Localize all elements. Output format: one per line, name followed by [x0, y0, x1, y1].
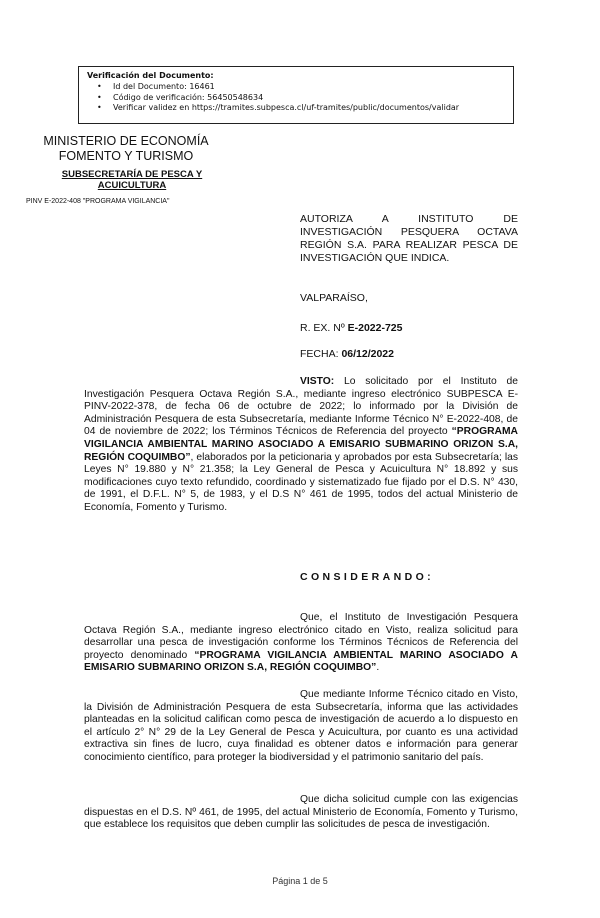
- bullet-icon: •: [97, 92, 102, 102]
- visto-project-name: “PROGRAMA VIGILANCIA AMBIENTAL MARINO ASOCIADO A EMISARIO SUBMARINO ORIZON S.A, REGIÓN COQUIMBO”: [84, 426, 518, 463]
- verification-item-url[interactable]: [87, 103, 459, 114]
- considerando-p1-text: Que, el Instituto de Investigación Pesquera Octava Región S.A., mediante ingreso electrónico citado en Visto, realiza solicitud para desarrollar una pesca de investigación conforme los Términos Técnicos de Referencia del proyecto denominado: [84, 612, 518, 661]
- verification-link[interactable]: Verificar validez en https://tramites.subpesca.cl/uf-tramites/public/documentos/validar: [113, 103, 460, 112]
- visto-text-1: Lo solicitado por el Instituto de Investigación Pesquera Octava Región S.A., mediante ingreso electrónico SUBPESCA E-PINV-2022-378, de fecha 06 de octubre de 2022; lo informado por la División de Administración Pesquera de esta Subsecretaría, mediante Informe Técnico N° E-2022-408, de 04 de noviembre de 2022; los Términos Técnicos de Referencia del proyecto: [84, 376, 518, 438]
- bullet-icon: •: [97, 103, 102, 112]
- verification-list: [87, 82, 459, 114]
- date-label: FECHA:: [300, 348, 339, 360]
- verification-title: Verificación del Documento:: [87, 71, 214, 80]
- resolution-date-line: [300, 348, 394, 360]
- verification-box: [78, 66, 514, 124]
- verification-item-text: Id del Documento: 16461: [113, 82, 215, 91]
- resolution-number-line: [300, 322, 402, 334]
- rex-label: R. EX. Nº: [300, 322, 345, 334]
- considerando-p1-end: .: [376, 662, 380, 674]
- visto-label: VISTO:: [300, 376, 335, 387]
- date-value: 06/12/2022: [341, 348, 394, 360]
- resolution-city: VALPARAÍSO,: [300, 292, 368, 304]
- visto-paragraph: [84, 376, 518, 515]
- considerando-paragraph-1: [84, 612, 518, 675]
- resolution-summary: AUTORIZA A INSTITUTO DE INVESTIGACIÓN PESQUERA OCTAVA REGIÓN S.A. PARA REALIZAR PESCA DE INVESTIGACIÓN QUE INDICA.: [300, 213, 518, 264]
- considerando-p3-text: Que dicha solicitud cumple con las exigencias dispuestas en el D.S. Nº 461, de 1995, del actual Ministerio de Economía, Fomento y Turismo, que establece los requisitos que deben cumplir las solicitudes de pesca de investigación.: [84, 794, 518, 831]
- page-number: Página 1 de 5: [272, 876, 328, 886]
- pinv-reference: PINV E-2022-408 "PROGRAMA VIGILANCIA": [26, 198, 170, 205]
- rex-number: E-2022-725: [347, 322, 403, 334]
- considerando-paragraph-2: [84, 689, 518, 765]
- verification-item-code: [87, 93, 459, 104]
- bullet-icon: •: [97, 82, 102, 91]
- considerando-paragraph-3: [84, 794, 518, 832]
- ministry-line-1: MINISTERIO DE ECONOMÍA: [43, 134, 209, 148]
- ministry-header: [36, 134, 216, 164]
- ministry-line-2: FOMENTO Y TURISMO: [58, 149, 194, 163]
- considerando-p2-text: Que mediante Informe Técnico citado en Visto, la División de Administración Pesquera de esta Subsecretaría, informa que las actividades planteadas en la solicitud califican como pesca de investigación de acuerdo a lo dispuesto en el artículo 2° N° 29 de la Ley General de Pesca y Acuicultura, por cuanto es una actividad extractiva sin fines de lucro, cuya finalidad es obtener datos e información para generar conocimiento científico, para proteger la biodiversidad y el patrimonio sanitario del país.: [84, 689, 518, 763]
- verification-item-id: [87, 82, 459, 93]
- subsecretaria-title: SUBSECRETARÍA DE PESCA Y ACUICULTURA: [61, 169, 203, 191]
- visto-text-2: , elaborados por la peticionaria y aprobados por esta Subsecretaría; las Leyes N° 19.880 y N° 21.358; la Ley General de Pesca y Acuicultura N° 18.892 y sus modificaciones cuyo texto refundido, coordinado y sistematizado fue fijado por el D.S. N° 430, de 1991, el D.F.L. N° 5, de 1983, y el D.S N° 461 de 1995, todos del actual Ministerio de Economía, Fomento y Turismo.: [84, 451, 519, 513]
- considerando-p1-project: “PROGRAMA VIGILANCIA AMBIENTAL MARINO ASOCIADO A EMISARIO SUBMARINO ORIZON S.A, REGIÓN COQUIMBO”: [84, 649, 518, 674]
- considerando-heading: CONSIDERANDO:: [300, 571, 435, 583]
- verification-item-text: Código de verificación: 56450548634: [113, 92, 264, 102]
